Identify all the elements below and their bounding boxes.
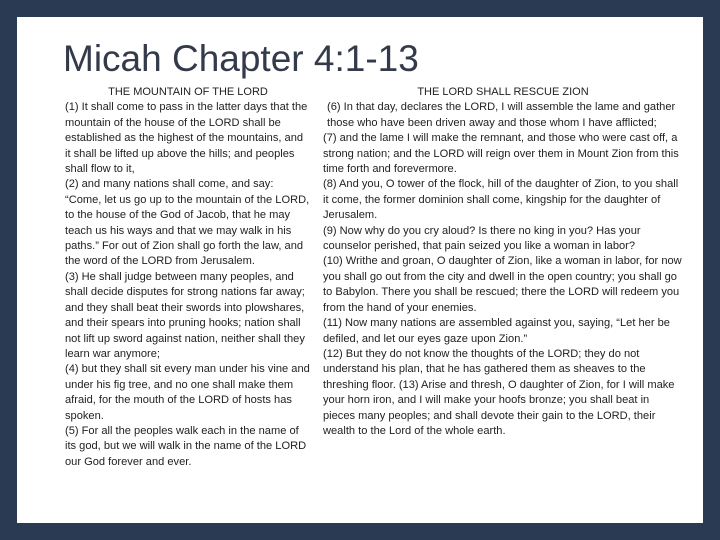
verse-12-13: (12) But they do not know the thoughts of the LORD; they do not understand his plan, that he has gathered them as sheaves to the threshing floor. (13) Arise and thresh, O daughter of Zion, for I will make your horn iron, and I will make your hoofs bronze; you shall beat in pieces many peoples; and shall devote their gain to the LORD, their wealth to the Lord of the whole earth. [323,347,675,437]
verse-2: (2) and many nations shall come, and say: “Come, let us go up to the mountain of the LORD, to the house of the God of Jacob, that he may teach us his ways and that we may walk in his paths.” For out of Zion shall go forth the law, and the word of the LORD from Jerusalem. [65,178,310,268]
right-column-heading: THE LORD SHALL RESCUE ZION [417,86,589,98]
left-column [65,85,311,470]
verse-8: (8) And you, O tower of the flock, hill of the daughter of Zion, to you shall it come, the former dominion shall come, kingship for the daughter of Jerusalem. [323,178,679,222]
verse-5: (5) For all the peoples walk each in the name of its god, but we will walk in the name of the LORD our God forever and ever. [65,424,307,468]
verse-7: (7) and the lame I will make the remnant, and those who were cast off, a strong nation; and the LORD will reign over them in Mount Zion from this time forth and forevermore. [323,132,679,176]
verse-9: (9) Now why do you cry aloud? Is there no king in you? Has your counselor perished, that pain seized you like a woman in labor? [323,224,641,253]
verse-4: (4) but they shall sit every man under his vine and under his fig tree, and no one shall make them afraid, for the mouth of the LORD of hosts has spoken. [65,363,310,422]
right-column [323,85,683,439]
verse-3: (3) He shall judge between many peoples, and shall decide disputes for strong nations far away; and they shall beat their swords into plowshares, and their spears into pruning hooks; nation shall not lift up sword against nation, neither shall they learn war anymore; [65,270,305,360]
verse-11: (11) Now many nations are assembled against you, saying, “Let her be defiled, and let our eyes gaze upon Zion.” [323,317,670,345]
slide-title: Micah Chapter 4:1-13 [63,38,419,79]
verse-6: (6) In that day, declares the LORD, I will assemble the lame and gather those who have been driven away and those whom I have afflicted; [327,101,676,129]
verse-1: (1) It shall come to pass in the latter days that the mountain of the house of the LORD shall be established as the highest of the mountains, and it shall be lifted up above the hills; and peoples shall flow to it, [65,101,308,176]
left-column-heading: THE MOUNTAIN OF THE LORD [108,86,268,98]
slide [17,17,703,523]
verse-10: (10) Writhe and groan, O daughter of Zion, like a woman in labor, for now you shall go out from the city and dwell in the open country; you shall go to Babylon. There you shall be rescued; there the LORD will redeem you from the hand of your enemies. [323,255,682,314]
